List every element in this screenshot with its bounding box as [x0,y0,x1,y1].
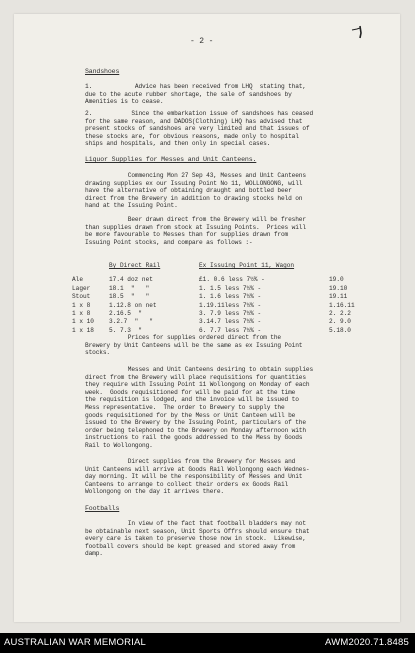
table-header-issuing-point: Ex Issuing Point 11, Wagon [199,262,295,269]
table-cell: 1.16.11 [329,301,355,309]
table-cell: 19.11 [329,293,348,301]
table-cell: Stout [72,293,91,301]
table-cell: 1 x 18 [72,326,94,334]
table-cell: 1. 1.6 less 7½% - [199,293,262,301]
sandshoes-heading: Sandshoes [85,68,120,75]
table-cell: 1 x 8 [72,309,91,317]
table-row [72,310,392,318]
table-cell: 19.10 [329,284,348,292]
sandshoes-paragraph-1: 1. Advice has been received from LHQ stating that, due to the acute rubber shortage, the sale of sandshoes by Amenities is to cease. [85,83,306,106]
table-row [72,302,392,310]
sandshoes-paragraph-2: 2. Since the embarkation issue of sandshoes has ceased for the same reason, and DADOS(Clothing) LHQ has advised that present stocks of sandshoes are very limited and that issues of these stocks are, for obvious reasons, made only to hospital ships and hospitals, and then only in special cases. [85,110,314,148]
table-cell: 1.12.8 on net [109,301,157,309]
table-cell: £1. 0.6 less 7½% - [199,276,265,284]
liquor-paragraph-5: Direct supplies from the Brewery for Messes and Unit Canteens will arrive at Goods Rail Wollongong each Wednes- day morning. It will be the responsibility of Messes and Unit Canteens to arrange to collect their orders ex Goods Rail Wollongong on the day it arrives there. [85,458,310,496]
table-cell: 6. 7.7 less 7½% - [199,326,262,334]
table-cell: 2.16.5 " [109,309,142,317]
table-header-row [72,262,392,270]
table-header-direct-rail: By Direct Rail [109,262,161,269]
table-cell: 3. 7.9 less 7½% - [199,309,262,317]
table-cell: 17.4 doz net [109,276,153,284]
footer-institution: AUSTRALIAN WAR MEMORIAL [4,637,147,648]
table-cell: 1. 1.5 less 7½% - [199,284,262,292]
footballs-heading: Footballs [85,505,120,512]
liquor-paragraph-4: Messes and Unit Canteens desiring to obtain supplies direct from the Brewery will place requisitions for quantities they require with Issuing Point 11 Wollongong on Monday of each week. Goods requisitioned for will be paid for at the time the requisition is lodged, and the invoice will be issued to Mess representative. The order to Brewery to supply the goods requisitioned for by the Mess or Unit Canteen will be issued to the Brewery by the Issuing Point, particulars of the order being telephoned to the Brewery on Monday afternoon with instructions to rail the goods addressed to the Mess by Goods Rail to Wollongong. [85,366,314,449]
footballs-paragraph-1: In view of the fact that football bladders may not be obtainable next season, Unit Sports Offrs should ensure that every care is taken to preserve those now in stock. Likewise, football covers should be kept greased and stored away from damp. [85,520,310,558]
table-cell: 3.14.7 less 7½% - [199,318,262,326]
table-row [72,293,392,301]
table-cell: Ale [72,276,83,284]
handwritten-mark-icon [350,24,364,40]
price-table [72,262,392,335]
table-cell: 3.2.7 " " [109,318,153,326]
table-cell: 2. 9.0 [329,318,351,326]
liquor-paragraph-3: Prices for supplies ordered direct from the Brewery by Unit Canteens will be the same as ex Issuing Point stocks. [85,334,303,357]
page-number: - 2 - [190,37,214,46]
table-cell: 1 x 10 [72,318,94,326]
table-cell: Lager [72,284,91,292]
liquor-paragraph-1: Commencing Mon 27 Sep 43, Messes and Unit Canteens drawing supplies ex our Issuing Point No 11, WOLLONGONG, will have the alternative of obtaining draught and bottled beer direct from the Brewery in addition to drawing stocks held on hand at the Issuing Point. [85,172,306,210]
table-row [72,276,392,284]
table-cell: 18.1 " " [109,284,150,292]
table-cell: 18.5 " " [109,293,150,301]
liquor-heading: Liquor Supplies for Messes and Unit Canteens. [85,156,257,163]
table-cell: 19.0 [329,276,344,284]
table-cell: 5. 7.3 " [109,326,142,334]
liquor-paragraph-2: Beer drawn direct from the Brewery will be fresher than supplies drawn from stock at Issuing Points. Prices will be more favourable to Messes than for supplies drawn from Issuing Point stocks, and compare as follows :- [85,216,306,246]
footer-bar [0,633,415,653]
table-cell: 1.19.11less 7½% - [199,301,262,309]
table-row [72,285,392,293]
table-cell: 1 x 8 [72,301,91,309]
table-cell: 2. 2.2 [329,309,351,317]
table-cell: 5.18.0 [329,326,351,334]
table-row [72,318,392,326]
footer-accession-number: AWM2020.71.8485 [325,637,409,648]
